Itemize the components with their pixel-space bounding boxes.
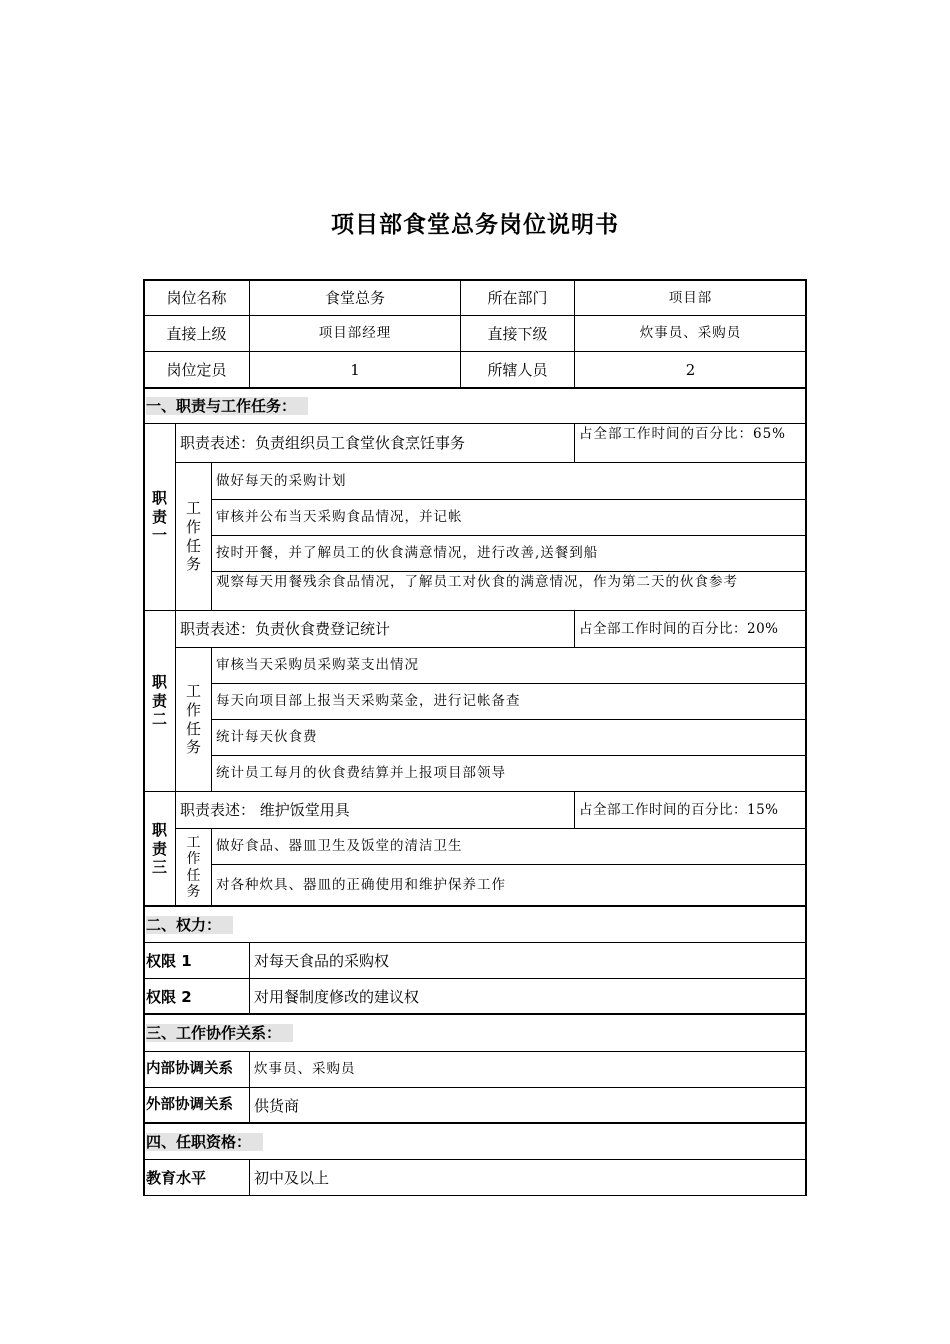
duty-1-desc: 职责表述：负责组织员工食堂伙食烹饪事务 (175, 423, 575, 463)
section-duties-header (143, 388, 807, 424)
superior-label: 直接上级 (143, 315, 250, 352)
duty-3-task-label (175, 828, 212, 907)
divider-basic (143, 387, 807, 389)
relation-internal-value: 炊事员、采购员 (249, 1051, 807, 1088)
power-2-label: 权限 2 (143, 978, 250, 1015)
duty-2-label-text: 职责二 (151, 672, 167, 729)
duty-2-task-label-text: 工作任务 (185, 682, 201, 757)
table-border-right (805, 279, 807, 1196)
headcount-label: 岗位定员 (143, 351, 250, 388)
relation-internal-label: 内部协调关系 (143, 1051, 250, 1088)
duty-3-label (143, 791, 176, 907)
duty-3-label-text: 职责三 (151, 820, 167, 877)
relation-external-value: 供货商 (249, 1087, 807, 1124)
power-1-label: 权限 1 (143, 942, 250, 979)
duty-2-pct: 占全部工作时间的百分比：20% (574, 610, 807, 648)
department-label: 所在部门 (460, 280, 575, 316)
divider-powers (143, 905, 807, 907)
duty-3-task-2: 对各种炊具、器皿的正确使用和维护保养工作 (211, 864, 807, 907)
divider-relations (143, 1013, 807, 1015)
section-powers-header (143, 906, 807, 943)
subordinate-value: 炊事员、采购员 (574, 315, 807, 352)
section-relations-header (143, 1014, 807, 1052)
duty-1-task-label-text: 工作任务 (185, 499, 201, 574)
power-1-value: 对每天食品的采购权 (249, 942, 807, 979)
divider-qualification (143, 1122, 807, 1124)
duty-1-task-4: 观察每天用餐残余食品情况，了解员工对伙食的满意情况，作为第二天的伙食参考 (211, 571, 807, 611)
duty-2-task-label (175, 647, 212, 792)
duty-1-task-label (175, 462, 212, 611)
duty-1-label (143, 423, 176, 611)
duty-3-task-label-text: 工作任务 (186, 835, 201, 900)
power-2-value: 对用餐制度修改的建议权 (249, 978, 807, 1015)
duty-1-label-text: 职责一 (151, 488, 167, 545)
table-border-left (143, 279, 145, 1196)
duty-1-task-3: 按时开餐，并了解员工的伙食满意情况，进行改善,送餐到船 (211, 535, 807, 572)
education-value: 初中及以上 (249, 1159, 807, 1196)
job-name-value: 食堂总务 (249, 280, 461, 316)
section-qualification-header (143, 1123, 807, 1160)
section-duties-title: 一、职责与工作任务： (146, 397, 308, 415)
page-title: 项目部食堂总务岗位说明书 (331, 212, 619, 238)
staff-label: 所辖人员 (460, 351, 575, 388)
job-name-label: 岗位名称 (143, 280, 250, 316)
subordinate-label: 直接下级 (460, 315, 575, 352)
duty-2-task-1: 审核当天采购员采购菜支出情况 (211, 647, 807, 684)
duty-1-task-1: 做好每天的采购计划 (211, 462, 807, 500)
duty-3-desc: 职责表述： 维护饭堂用具 (175, 791, 575, 829)
superior-value: 项目部经理 (249, 315, 461, 352)
duty-2-task-3: 统计每天伙食费 (211, 719, 807, 756)
department-value: 项目部 (574, 280, 807, 316)
duty-1-pct: 占全部工作时间的百分比：65% (574, 423, 807, 463)
education-label: 教育水平 (143, 1159, 250, 1196)
duty-3-pct: 占全部工作时间的百分比：15% (574, 791, 807, 829)
duty-2-desc: 职责表述：负责伙食费登记统计 (175, 610, 575, 648)
duty-2-label (143, 610, 176, 792)
section-powers-title: 二、权力： (146, 916, 233, 934)
duty-1-task-2: 审核并公布当天采购食品情况，并记帐 (211, 499, 807, 536)
duty-3-task-1: 做好食品、器皿卫生及饭堂的清洁卫生 (211, 828, 807, 865)
section-qualification-title: 四、任职资格： (146, 1133, 263, 1151)
staff-value: 2 (574, 351, 807, 388)
headcount-value: 1 (249, 351, 461, 388)
table-border-top (143, 279, 807, 281)
section-relations-title: 三、工作协作关系： (146, 1024, 293, 1042)
relation-external-label: 外部协调关系 (143, 1087, 250, 1124)
duty-2-task-4: 统计员工每月的伙食费结算并上报项目部领导 (211, 755, 807, 792)
duty-2-task-2: 每天向项目部上报当天采购菜金，进行记帐备查 (211, 683, 807, 720)
